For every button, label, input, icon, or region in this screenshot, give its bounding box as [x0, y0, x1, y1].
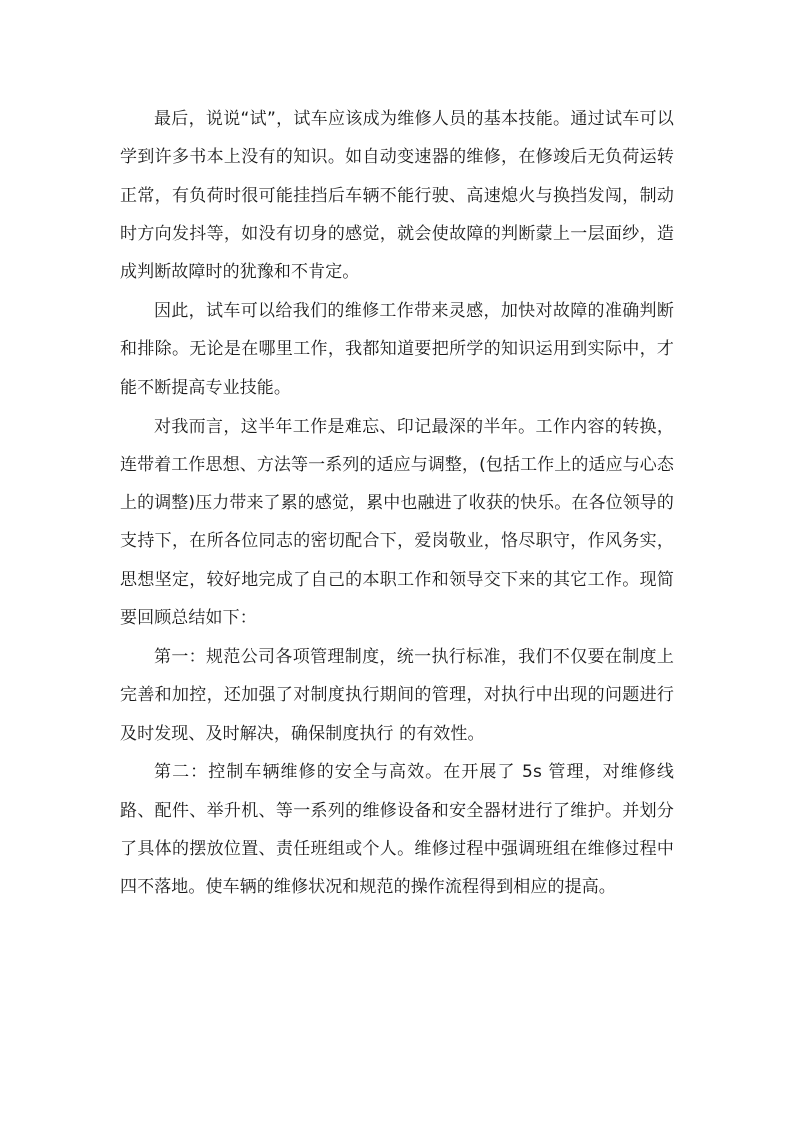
paragraph-point-one: 第一：规范公司各项管理制度，统一执行标准，我们不仅要在制度上完善和加控，还加强了对制度执行期间的管理，对执行中出现的问题进行及时发现、及时解决，确保制度执行 的有效性。 [120, 646, 674, 744]
paragraph-point-two: 第二：控制车辆维修的安全与高效。在开展了 5s 管理，对维修线路、配件、举升机、等一系列的维修设备和安全器材进行了维护。并划分了具体的摆放位置、责任班组或个人。维修过程中强调班组在维修过程中四不落地。使车辆的维修状况和规范的操作流程得到相应的提高。 [120, 762, 674, 898]
paragraph-test-drive: 最后，说说“试”，试车应该成为维修人员的基本技能。通过试车可以学到许多书本上没有的知识。如自动变速器的维修，在修竣后无负荷运转正常，有负荷时很可能挂挡后车辆不能行驶、高速熄火与换挡发闯，制动时方向发抖等，如没有切身的感觉，就会使故障的判断蒙上一层面纱，造成判断故障时的犹豫和不肯定。 [120, 109, 674, 283]
document-body [120, 100, 674, 907]
paragraph-inspiration: 因此，试车可以给我们的维修工作带来灵感，加快对故障的准确判断和排除。无论是在哪里工作，我都知道要把所学的知识运用到实际中，才能不断提高专业技能。 [120, 301, 674, 398]
paragraph-half-year-summary: 对我而言，这半年工作是难忘、印记最深的半年。工作内容的转换，连带着工作思想、方法等一系列的适应与调整，(包括工作上的适应与心态上的调整)压力带来了累的感觉，累中也融进了收获的快乐。在各位领导的支持下，在所各位同志的密切配合下，爱岗敬业，恪尽职守，作风务实，思想坚定，较好地完成了自己的本职工作和领导交下来的其它工作。现简要回顾总结如下： [120, 416, 674, 629]
